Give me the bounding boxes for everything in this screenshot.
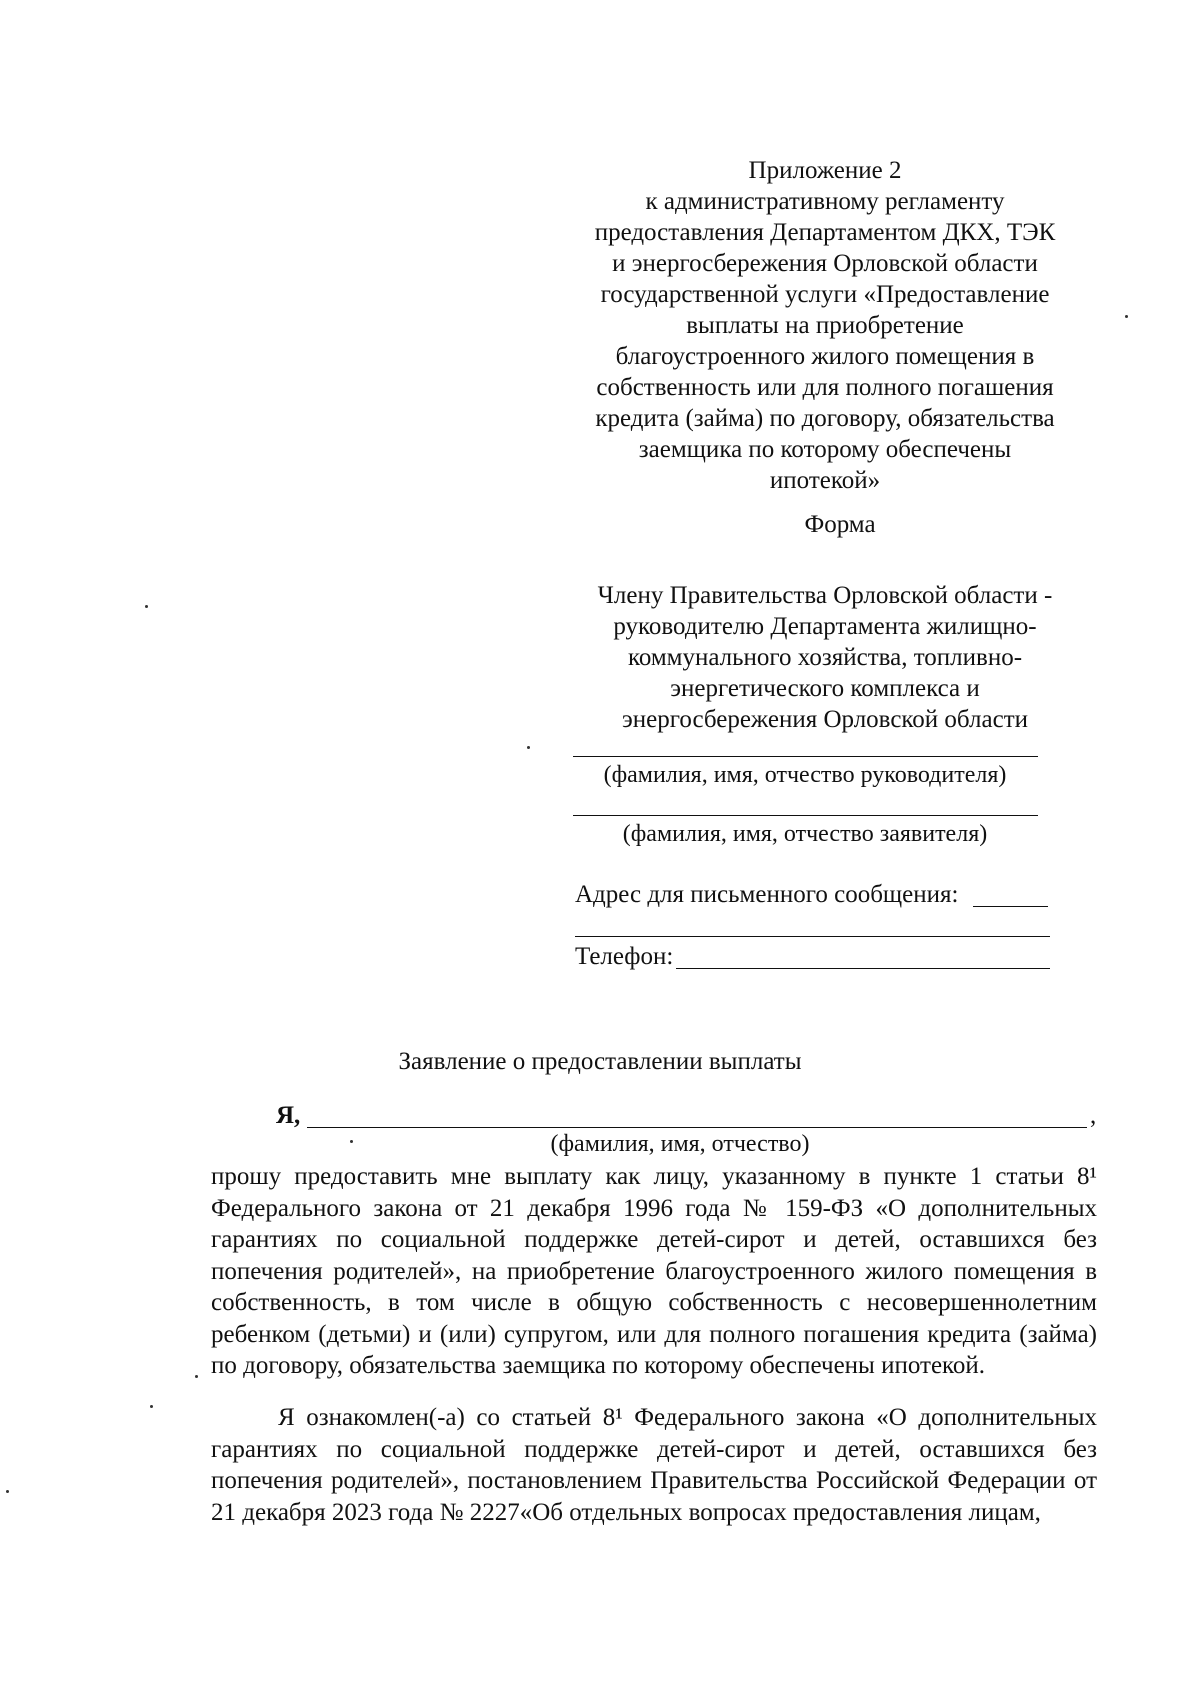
statement-paragraph-2: Я ознакомлен(-а) со статьей 8¹ Федерального закона «О дополнительных гарантиях по социальной поддержке детей-сирот и детей, оставшихся без попечения родителей», постановлением Правительства Российской Федерации от 21 декабря 2023 года № 2227«Об отдельных вопросах предоставления лицам, [211, 1404, 1097, 1526]
full-name-field[interactable] [307, 1127, 1087, 1128]
appendix-line: благоустроенного жилого помещения в [615, 343, 1035, 370]
appendix-line: заемщика по которому обеспечены [638, 436, 1012, 463]
statement-title: Заявление о предоставлении выплаты [398, 1048, 802, 1075]
appendix-line: предоставления Департаментом ДКХ, ТЭК [594, 219, 1056, 246]
head-name-caption: (фамилия, имя, отчество руководителя) [603, 762, 1007, 788]
applicant-name-field[interactable] [573, 815, 1038, 816]
addressee-line: энергосбережения Орловской области [621, 706, 1029, 733]
scan-speck [6, 1490, 9, 1493]
form-label: Форма [804, 511, 876, 538]
addressee-line: Члену Правительства Орловской области - [597, 582, 1053, 609]
head-name-field[interactable] [573, 756, 1038, 757]
scan-speck [350, 1140, 353, 1143]
appendix-line: кредита (займа) по договору, обязательства [595, 405, 1055, 432]
appendix-line: ипотекой» [769, 467, 881, 494]
scan-speck [150, 1405, 153, 1408]
addressee-line: энергетического комплекса и [670, 675, 980, 702]
appendix-header [570, 155, 1080, 496]
statement-paragraph-1: прошу предоставить мне выплату как лицу, указанному в пункте 1 статьи 8¹ Федерального закона от 21 декабря 1996 года № 159-ФЗ «О дополнительных гарантиях по социальной поддержке детей-сирот и детей, оставшихся без попечения родителей», на приобретение благоустроенного жилого помещения в собственность, в том числе в общую собственность с несовершеннолетним ребенком (детьми) и (или) супругом, или для полного погашения кредита (займа) по договору, обязательства заемщика по которому обеспечены ипотекой. [211, 1163, 1097, 1379]
appendix-line: к административному регламенту [645, 188, 1005, 215]
applicant-name-caption: (фамилия, имя, отчество заявителя) [622, 821, 988, 847]
appendix-line: и энергосбережения Орловской области [612, 250, 1038, 277]
addressee-line: руководителю Департамента жилищно- [613, 613, 1037, 640]
i-label: Я, [276, 1102, 301, 1129]
appendix-line: государственной услуги «Предоставление [600, 281, 1050, 308]
scan-speck [527, 746, 530, 749]
addressee-line: коммунального хозяйства, топливно- [627, 644, 1023, 671]
scan-speck [1125, 315, 1128, 318]
appendix-line: Приложение 2 [748, 157, 902, 184]
i-comma: , [1090, 1102, 1097, 1129]
address-field-line-2[interactable] [575, 936, 1050, 937]
addressee-block [560, 580, 1090, 735]
phone-field[interactable] [676, 968, 1050, 969]
appendix-line: выплаты на приобретение [686, 312, 964, 339]
scan-speck [195, 1375, 198, 1378]
scan-speck [145, 605, 148, 608]
address-field[interactable] [973, 906, 1048, 907]
address-label: Адрес для письменного сообщения: [575, 881, 959, 908]
phone-label: Телефон: [575, 943, 674, 970]
full-name-caption: (фамилия, имя, отчество) [550, 1131, 810, 1157]
appendix-line: собственность или для полного погашения [596, 374, 1054, 401]
